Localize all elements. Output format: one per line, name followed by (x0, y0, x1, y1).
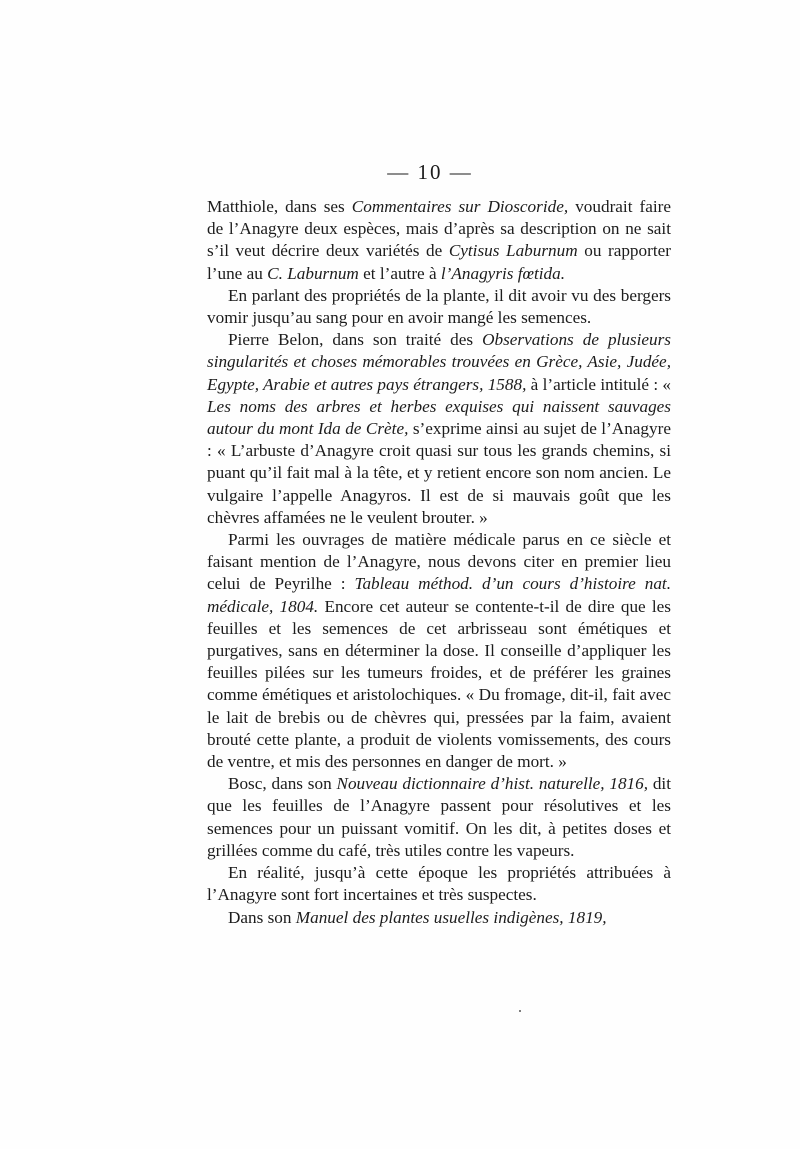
text-run: En parlant des propriétés de la plante, il dit avoir vu des bergers vomir jusqu’au sang pour en avoir mangé les semences. (207, 285, 671, 328)
paragraph (207, 907, 671, 929)
text-run: En réalité, jusqu’à cette époque les propriétés attribuées à l’Anagyre sont fort incertaines et très suspectes. (207, 863, 671, 905)
text-run: à l’article intitulé : « (526, 374, 671, 394)
text-run: dit que les feuilles de l’Anagyre passent pour résolutives et les semences pour un puissant vomitif. On les dit, à petites doses et grillées comme du café, très utiles contre les vapeurs. (207, 774, 671, 860)
paragraph (207, 329, 671, 529)
paragraph (207, 196, 671, 285)
italic-text: Nouveau dictionnaire d’hist. naturelle, 1816, (336, 774, 649, 794)
italic-text: Tableau méthod. d’un cours d’histoire nat. médicale, 1804. (207, 574, 672, 616)
italic-text: Commentaires sur Dioscoride, (351, 197, 569, 216)
body-text (207, 196, 671, 929)
paragraph (207, 862, 671, 906)
ink-speck (519, 1010, 521, 1012)
text-run: s’exprime ainsi au sujet de l’Anagyre : « L’arbuste d’Anagyre croit quasi sur tous les grands chemins, si puant qu’il fait mal à la tête, et y retient encore son nom ancien. Le vulgaire l’appelle Anagyros. Il est de si mauvais goût que les chèvres affamées ne le veulent brouter. » (207, 419, 671, 527)
paragraph (207, 529, 671, 773)
italic-text: C. Laburnum (267, 263, 359, 283)
italic-text: Manuel des plantes usuelles indigènes, 1819, (295, 907, 607, 927)
paragraph (207, 773, 671, 862)
text-run: Pierre Belon, dans son traité des (228, 330, 483, 350)
text-run: Matthiole, dans ses (207, 197, 352, 216)
text-run: Bosc, dans son (228, 774, 337, 794)
text-run: et l’autre à (358, 263, 441, 283)
text-run: voudrait faire de l’Anagyre deux espèces, mais d’après sa description on ne sait s’il veut décrire deux variétés de (207, 197, 671, 261)
italic-text: l’Anagyris fœtida. (440, 263, 566, 283)
text-run: Parmi les ouvrages de matière médicale parus en ce siècle et faisant mention de l’Anagyre, nous devons citer en premier lieu celui de Peyrilhe : (207, 530, 671, 594)
text-run: ou rapporter l’une au (207, 241, 671, 283)
italic-text: Cytisus Laburnum (448, 241, 578, 261)
page-number: — 10 — (387, 160, 473, 184)
italic-text: Les noms des arbres et herbes exquises qui naissent sauvages autour du mont Ida de Crète, (207, 396, 671, 439)
italic-text: Observations de plusieurs singularités et choses mémorables trouvées en Grèce, Asie, Judée, Egypte, Arabie et autres pays étrangers, 1588, (207, 330, 671, 394)
text-run: Dans son (228, 907, 296, 927)
paragraph (207, 285, 671, 329)
text-run: Encore cet auteur se contente-t-il de dire que les feuilles et les semences de cet arbrisseau sont émétiques et purgatives, sans en déterminer la dose. Il conseille d’appliquer les feuilles pilées sur les tumeurs froides, et de préférer les graines comme émétiques et aristolochiques. « Du fromage, dit-il, fait avec le lait de brebis ou de chèvres qui, pressées par la faim, avaient brouté cette plante, a produit de violents vomissements, des cours de ventre, et mis des personnes en danger de mort. » (207, 596, 671, 772)
